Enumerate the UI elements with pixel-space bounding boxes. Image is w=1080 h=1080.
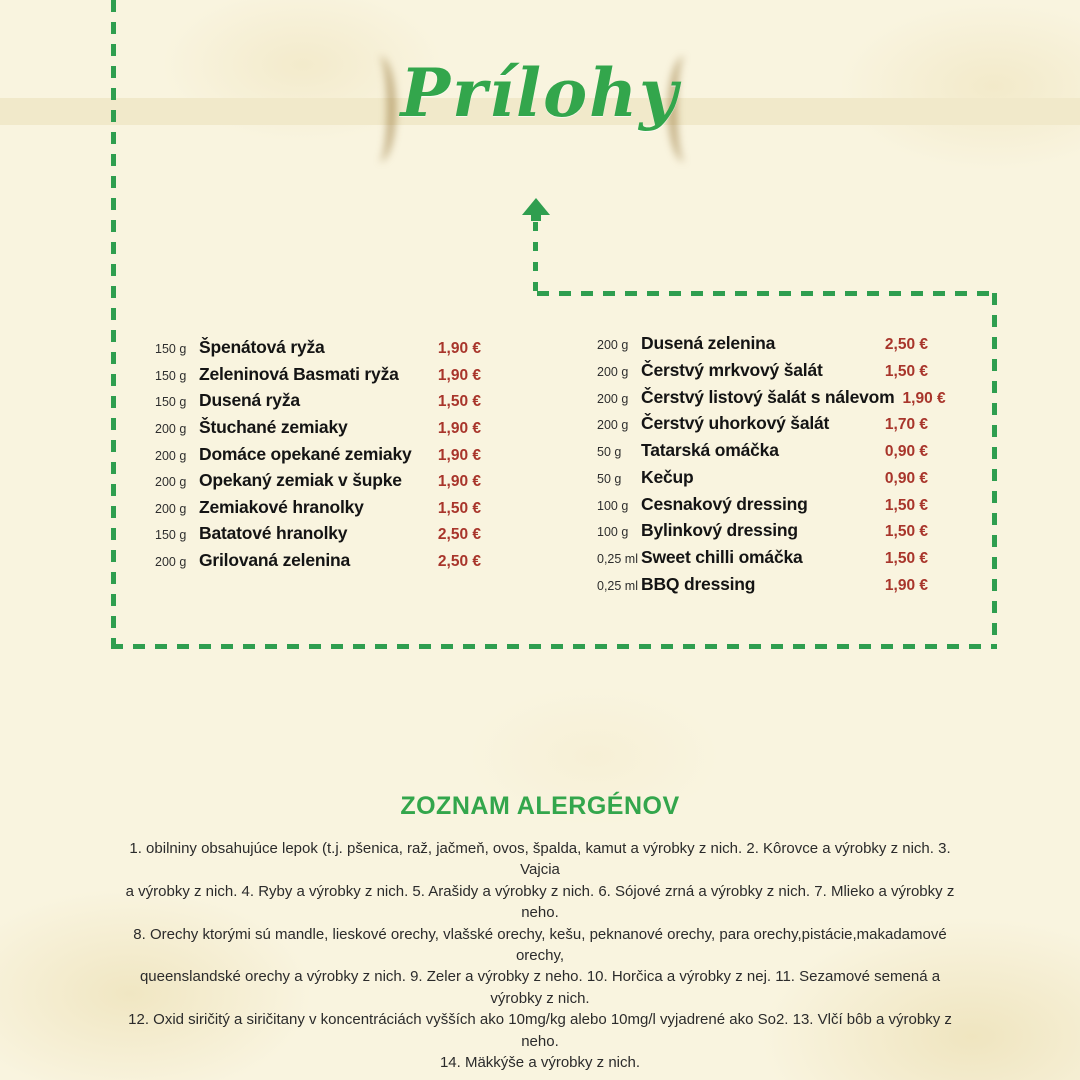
allergen-list [120,838,960,1073]
menu-item-row [155,337,481,358]
menu-item-row [597,440,928,461]
menu-column-left [155,337,481,571]
item-name: Grilovaná zelenina [199,550,351,570]
item-name: Dusená ryža [199,390,300,411]
item-price: 1,90 € [437,366,481,384]
item-price: 1,90 € [902,389,946,407]
portion-size: 200 g [155,421,187,436]
item-name: BBQ dressing [641,573,756,594]
item-name: Zemiakové hranolky [199,496,364,517]
item-name: Čerstvý listový šalát s nálevom [641,386,895,407]
item-name: Špenátová ryža [199,337,325,357]
menu-column-right [597,333,946,595]
item-price: 1,50 € [884,496,928,514]
item-price: 2,50 € [437,553,481,570]
portion-size: 150 g [155,395,187,410]
portion-size: 150 g [155,342,187,356]
menu-item-row [155,390,481,411]
menu-item-row [155,497,481,518]
item-name: Kečup [641,466,694,487]
item-name: Štuchané zemiaky [199,416,348,437]
portion-size: 200 g [597,391,629,406]
item-name: Batatové hranolky [199,523,348,544]
dashed-border-connector [537,291,997,296]
menu-item-row [597,494,928,515]
menu-item-row [155,364,481,385]
item-price: 1,50 € [884,550,928,568]
item-name: Sweet chilli omáčka [641,547,803,568]
page-title: Prílohy [400,54,680,132]
allergen-line: 12. Oxid siričitý a siričitany v koncentráciách vyšších ako 10mg/kg alebo 10mg/l vyjadrené ako So2. 13. Vlčí bôb a výrobky z neho. [128,1011,952,1050]
portion-size: 100 g [597,498,629,513]
menu-item-row [597,574,928,595]
menu-item-row [597,386,946,408]
item-name: Čerstvý uhorkový šalát [641,413,830,434]
dashed-border-right [992,293,997,649]
item-price: 1,90 € [437,419,481,437]
item-price: 2,50 € [437,526,481,544]
item-price: 1,50 € [437,393,481,411]
portion-size: 200 g [597,418,629,433]
portion-size: 200 g [597,364,629,379]
allergen-line: queenslandské orechy a výrobky z nich. 9. Zeler a výrobky z neho. 10. Horčica a výrobky z nej. 11. Sezamové semená a výrobky z nich. [139,968,941,1007]
portion-size: 200 g [155,555,187,569]
portion-size: 200 g [597,338,629,352]
portion-size: 200 g [155,448,187,463]
item-name: Domáce opekané zemiaky [199,443,412,464]
item-price: 1,50 € [884,523,928,541]
portion-size: 0,25 ml [597,578,638,593]
dashed-border-bottom [111,644,997,649]
menu-item-row [597,360,928,381]
portion-size: 150 g [155,528,187,543]
item-name: Zeleninová Basmati ryža [199,363,399,384]
item-name: Dusená zelenina [641,333,776,353]
menu-item-row [155,550,481,571]
allergen-line: 1. obilniny obsahujúce lepok (t.j. pšenica, raž, jačmeň, ovos, špalda, kamut a výrobky z nich. 2. Kôrovce a výrobky z nich. 3. Vajcia [129,840,951,879]
arrow-up-stub [531,213,541,221]
item-price: 0,90 € [884,469,928,487]
menu-item-row [597,547,928,568]
menu-item-row [155,470,481,491]
arrow-stem [533,222,538,294]
allergen-line: a výrobky z nich. 4. Ryby a výrobky z nich. 5. Arašidy a výrobky z nich. 6. Sójové zrná a výrobky z nich. 7. Mlieko a výrobky z neho. [125,882,955,922]
menu-item-row [597,467,928,488]
item-price: 1,50 € [884,362,928,380]
item-name: Čerstvý mrkvový šalát [641,359,823,380]
menu-item-row [155,523,481,544]
allergen-line: 14. Mäkkýše a výrobky z nich. [439,1054,641,1072]
menu-item-row [155,444,481,465]
item-price: 1,90 € [437,473,481,491]
portion-size: 100 g [597,525,629,540]
allergen-heading: ZOZNAM ALERGÉNOV [400,792,680,820]
dashed-border-left [111,0,116,648]
item-name: Tatarská omáčka [641,440,779,461]
portion-size: 50 g [597,471,622,486]
item-price: 2,50 € [884,336,928,353]
portion-size: 150 g [155,368,187,383]
portion-size: 200 g [155,501,187,516]
item-name: Bylinkový dressing [641,520,798,541]
allergen-line: 8. Orechy ktorými sú mandle, lieskové orechy, vlašské orechy, kešu, peknanové orechy, para orechy,pistácie,makadamové orechy, [133,925,947,965]
item-price: 1,90 € [437,340,481,357]
item-price: 1,50 € [437,499,481,517]
item-price: 1,90 € [884,576,928,594]
portion-size: 50 g [597,445,622,460]
item-price: 0,90 € [884,443,928,461]
item-price: 1,70 € [884,416,928,434]
menu-item-row [155,417,481,438]
menu-item-row [597,413,928,434]
menu-item-row [597,520,928,541]
menu-item-row [597,333,928,354]
item-name: Cesnakový dressing [641,493,808,514]
item-price: 1,90 € [437,446,481,464]
item-name: Opekaný zemiak v šupke [199,470,402,491]
portion-size: 200 g [155,475,187,490]
portion-size: 0,25 ml [597,552,638,567]
